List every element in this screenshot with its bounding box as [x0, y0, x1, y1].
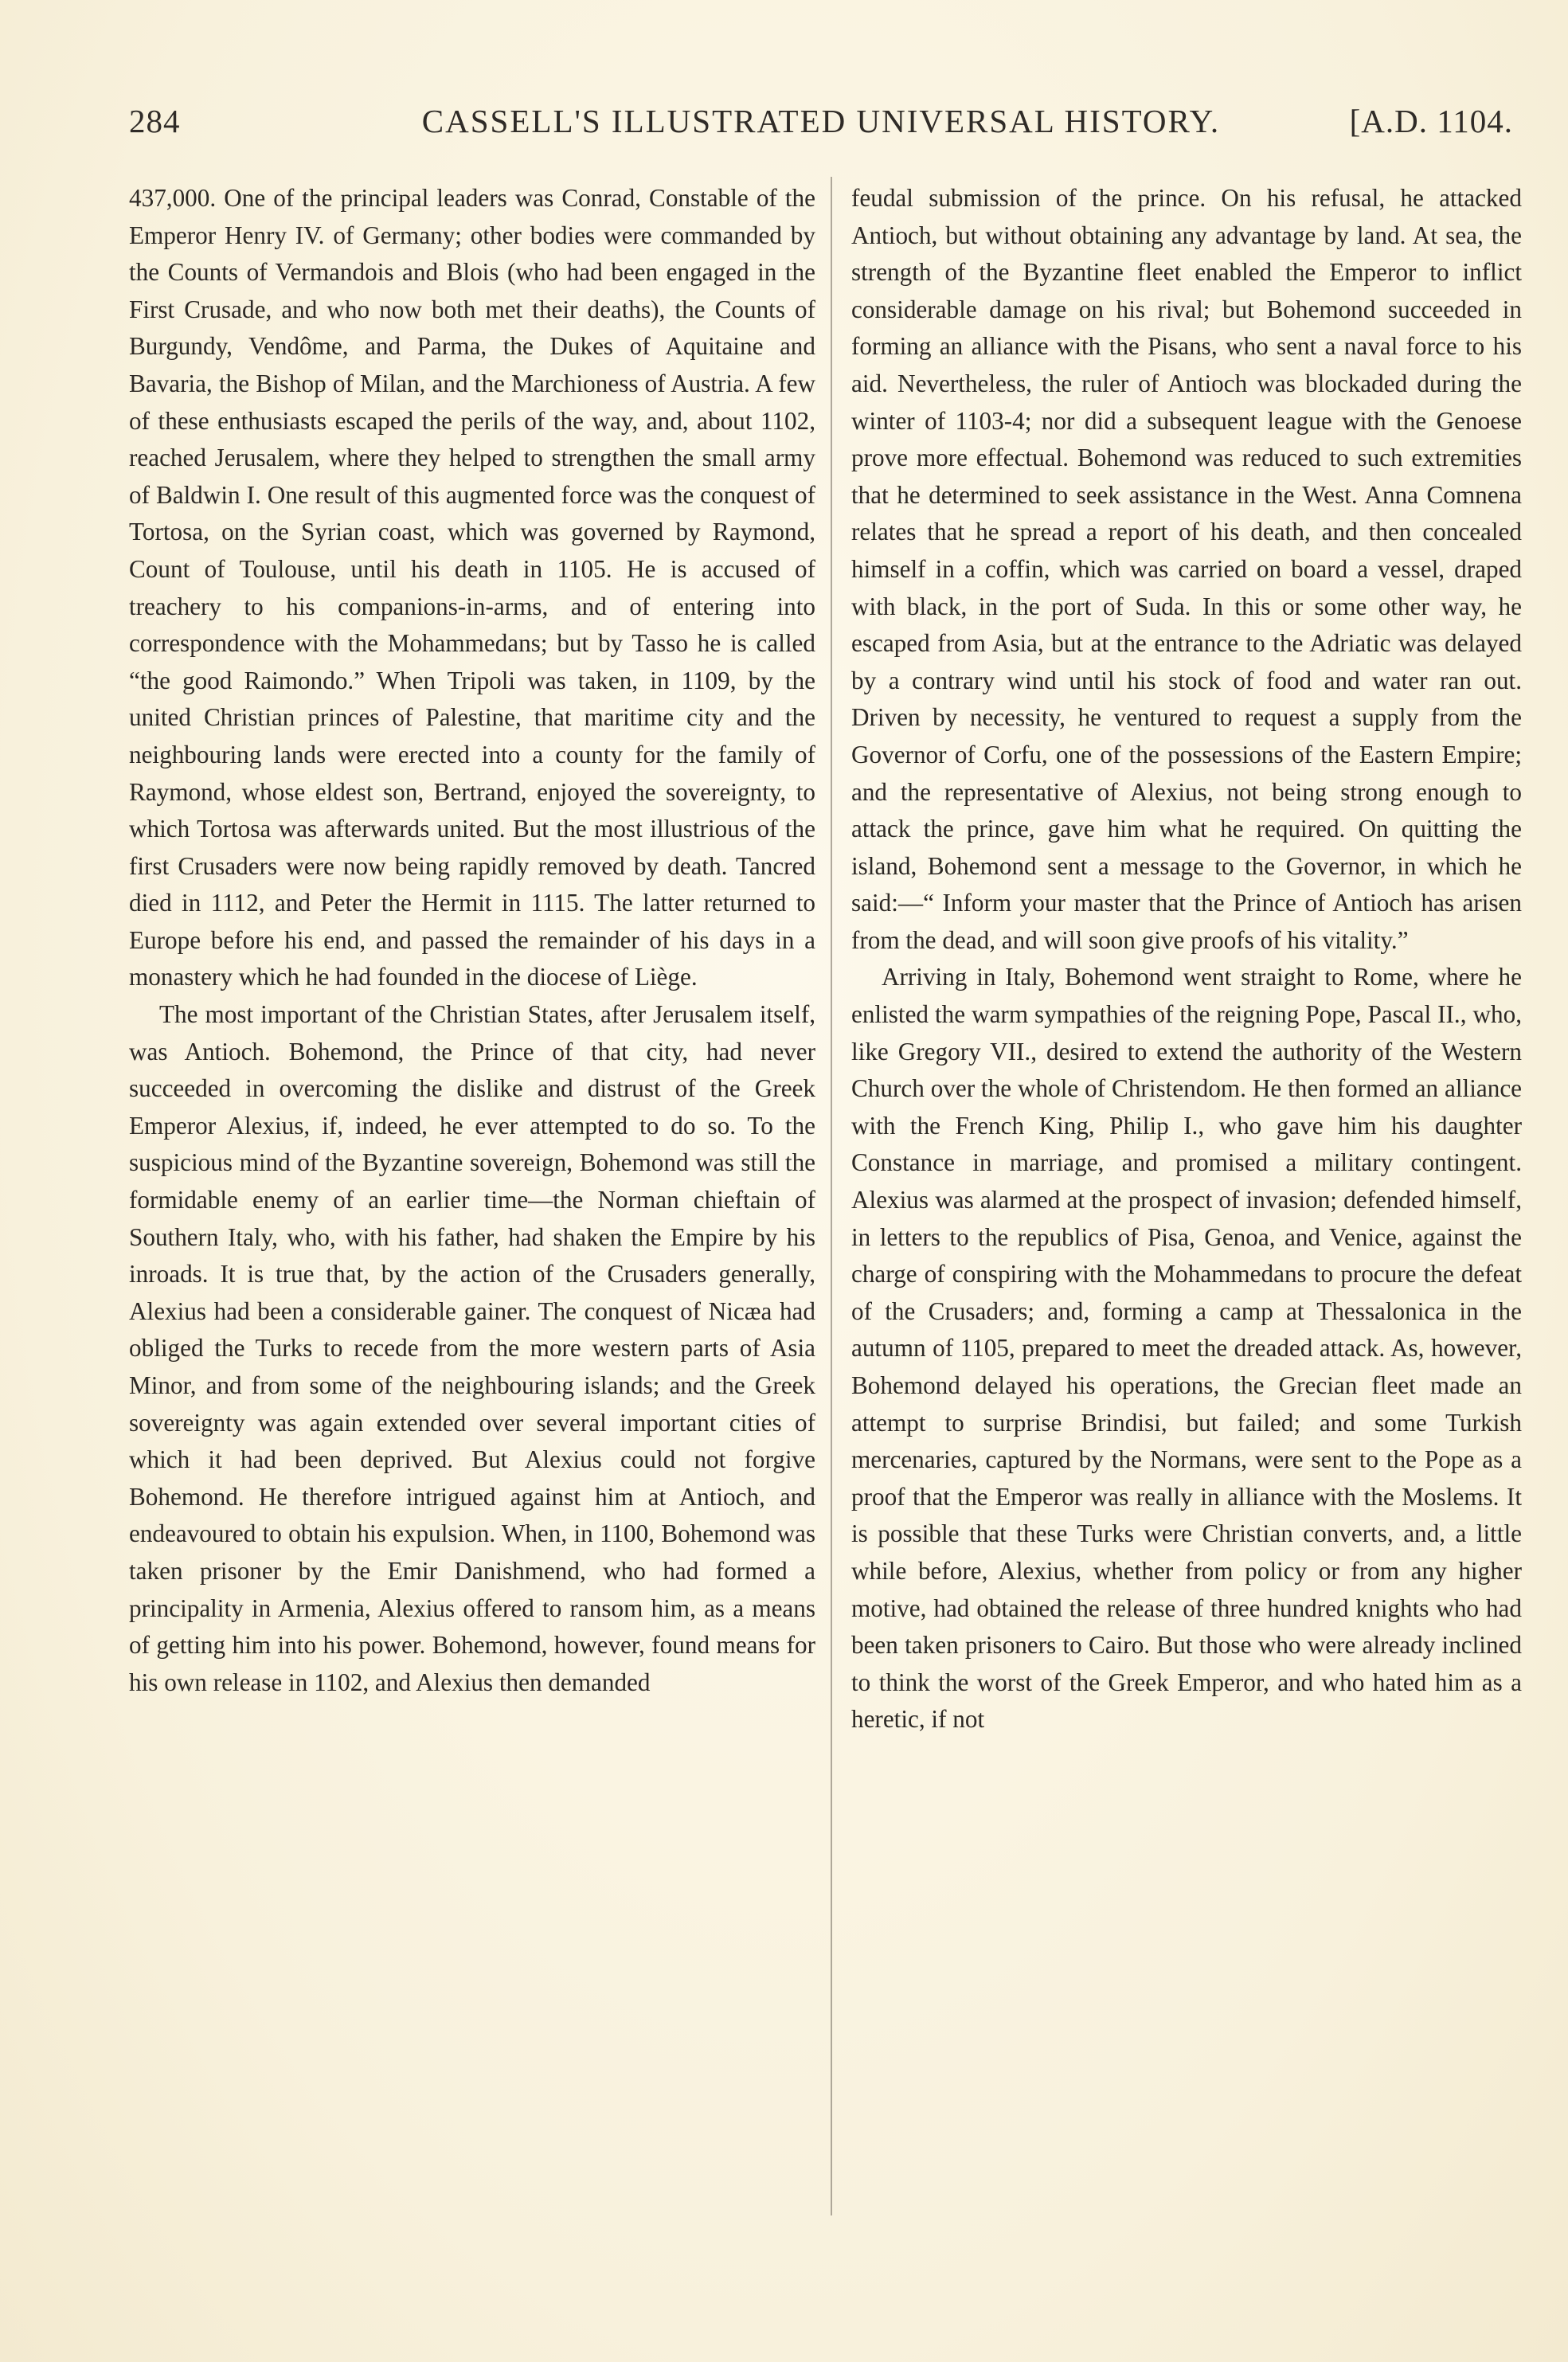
running-title: CASSELL'S ILLUSTRATED UNIVERSAL HISTORY.: [421, 103, 1221, 139]
paragraph: The most important of the Christian States, after Jerusalem itself, was Antioch. Bohemond, the Prince of that city, had never succeeded in overcoming the dislike and distrust of the Greek Emperor Alexius, if, indeed, he ever attempted to do so. To the suspicious mind of the Byzantine sovereign, Bohemond was still the formidable enemy of an earlier time—the Norman chieftain of Southern Italy, who, with his father, had shaken the Empire by his inroads. It is true that, by the action of the Crusaders generally, Alexius had been a considerable gainer. The conquest of Nicæa had obliged the Turks to recede from the more western parts of Asia Minor, and from some of the neighbouring islands; and the Greek sovereignty was again extended over several important cities of which it had been deprived. But Alexius could not forgive Bohemond. He therefore intrigued against him at Antioch, and endeavoured to obtain his expulsion. When, in 1100, Bohemond was taken prisoner by the Emir Danishmend, who had formed a principality in Armenia, Alexius offered to ransom him, as a means of getting him into his power. Bohemond, however, found means for his own release in 1102, and Alexius then demanded: [129, 1000, 815, 1696]
paragraph: feudal submission of the prince. On his refusal, he attacked Antioch, but without obtaining any advantage by land. At sea, the strength of the Byzantine fleet enabled the Emperor to inflict considerable damage on his rival; but Bohemond succeeded in forming an alliance with the Pisans, who sent a naval force to his aid. Nevertheless, the ruler of Antioch was blockaded during the winter of 1103-4; nor did a subsequent league with the Genoese prove more effectual. Bohemond was reduced to such extremities that he determined to seek assistance in the West. Anna Comnena relates that he spread a report of his death, and then concealed himself in a coffin, which was carried on board a vessel, draped with black, in the port of Suda. In this or some other way, he escaped from Asia, but at the entrance to the Adriatic was delayed by a contrary wind until his stock of food and water ran out. Driven by necessity, he ventured to request a supply from the Governor of Corfu, one of the possessions of the Eastern Empire; and the representative of Alexius, not being strong enough to attack the prince, gave him what he required. On quitting the island, Bohemond sent a message to the Governor, in which he said:—“ Inform your master that the Prince of Antioch has arisen from the dead, and will soon give proofs of his vitality.”: [851, 184, 1522, 954]
running-header: [129, 102, 1513, 150]
page-number: 284: [129, 103, 181, 139]
right-column: [851, 180, 1522, 1738]
paragraph: 437,000. One of the principal leaders was Conrad, Constable of the Emperor Henry IV. of Germany; other bodies were commanded by the Counts of Vermandois and Blois (who had been engaged in the First Crusade, and who now both met their deaths), the Counts of Burgundy, Vendôme, and Parma, the Dukes of Aquitaine and Bavaria, the Bishop of Milan, and the Marchioness of Austria. A few of these enthusiasts escaped the perils of the way, and, about 1102, reached Jerusalem, where they helped to strengthen the small army of Baldwin I. One result of this augmented force was the conquest of Tortosa, on the Syrian coast, which was governed by Raymond, Count of Toulouse, until his death in 1105. He is accused of treachery to his companions-in-arms, and of entering into correspondence with the Mohammedans; but by Tasso he is called “the good Raimondo.” When Tripoli was taken, in 1109, by the united Christian princes of Palestine, that maritime city and the neighbouring lands were erected into a county for the family of Raymond, whose eldest son, Bertrand, enjoyed the sovereignty, to which Tortosa was afterwards united. But the most illustrious of the first Crusaders were now being rapidly removed by death. Tancred died in 1112, and Peter the Hermit in 1115. The latter returned to Europe before his end, and passed the remainder of his days in a monastery which he had founded in the diocese of Liège.: [129, 184, 815, 991]
paragraph: Arriving in Italy, Bohemond went straight to Rome, where he enlisted the warm sympathies of the reigning Pope, Pascal II., who, like Gregory VII., desired to extend the authority of the Western Church over the whole of Christendom. He then formed an alliance with the French King, Philip I., who gave him his daughter Constance in marriage, and promised a military contingent. Alexius was alarmed at the prospect of invasion; defended himself, in letters to the republics of Pisa, Genoa, and Venice, against the charge of conspiring with the Mohammedans to procure the defeat of the Crusaders; and, forming a camp at Thessalonica in the autumn of 1105, prepared to meet the dreaded attack. As, however, Bohemond delayed his operations, the Grecian fleet made an attempt to surprise Brindisi, but failed; and some Turkish mercenaries, captured by the Normans, were sent to the Pope as a proof that the Emperor was really in alliance with the Moslems. It is possible that these Turks were Christian converts, and, a little while before, Alexius, whether from policy or from any higher motive, had obtained the release of three hundred knights who had been taken prisoners to Cairo. But those who were already inclined to think the worst of the Greek Emperor, and who hated him as a heretic, if not: [851, 963, 1522, 1734]
running-date: [A.D. 1104.: [1349, 103, 1513, 139]
left-column: [129, 180, 815, 1701]
column-rule: [831, 177, 832, 2215]
